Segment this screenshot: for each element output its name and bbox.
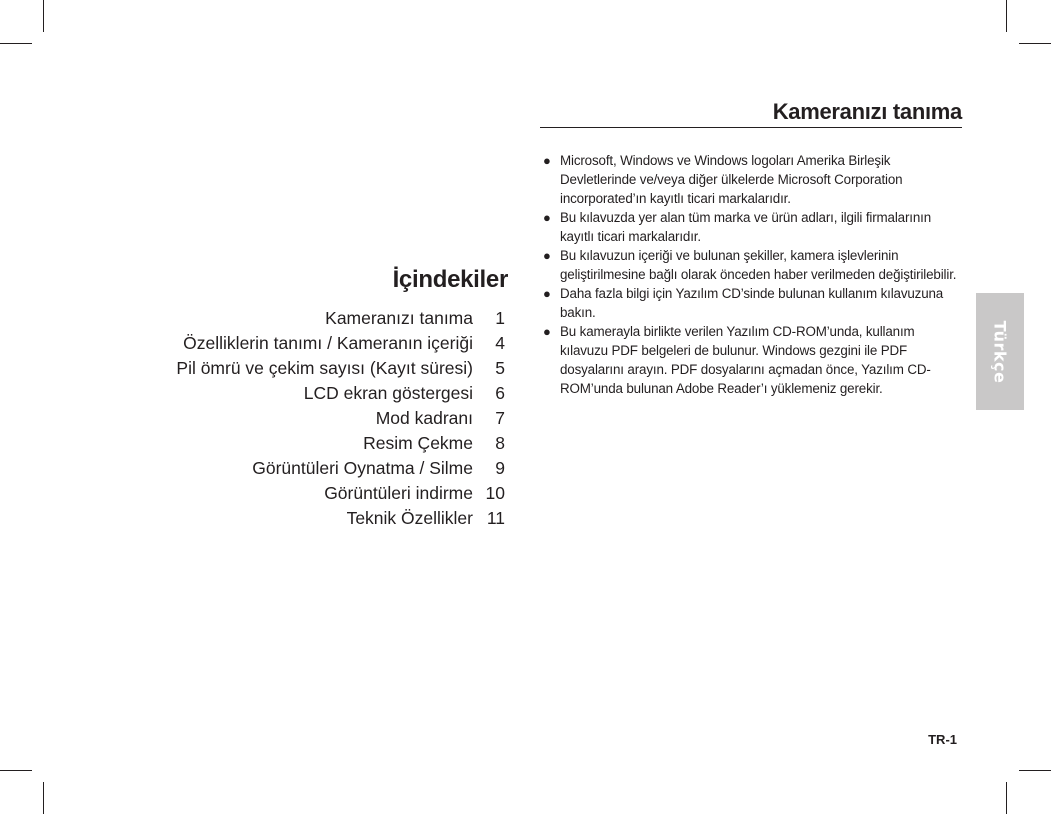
bullet-icon: ● bbox=[543, 153, 551, 168]
toc-entry-page: 6 bbox=[495, 383, 505, 403]
list-item-text: Bu kılavuzda yer alan tüm marka ve ürün adları, ilgili firmalarının kayıtlı ticari markalarıdır. bbox=[560, 210, 932, 244]
notice-list bbox=[540, 151, 962, 398]
crop-mark bbox=[43, 0, 44, 32]
crop-mark bbox=[1019, 43, 1051, 44]
crop-mark bbox=[1019, 770, 1051, 771]
list-item-text: Microsoft, Windows ve Windows logoları Amerika Birleşik Devletlerinde ve/veya diğer ülkelerde Microsoft Corporation incorporated’ın kayıtlı ticari markalarıdır. bbox=[560, 153, 903, 206]
section-title: Kameranızı tanıma bbox=[540, 99, 962, 128]
toc-entry-label: Kameranızı tanıma bbox=[325, 308, 473, 328]
toc-entry[interactable] bbox=[100, 358, 505, 383]
language-tab bbox=[976, 293, 1024, 410]
toc-entry-page: 9 bbox=[495, 458, 505, 478]
toc-entry-page: 10 bbox=[485, 483, 505, 503]
toc-entry-label: Görüntüleri indirme bbox=[324, 483, 473, 503]
toc-entry-label: Mod kadranı bbox=[375, 408, 473, 428]
crop-mark bbox=[1006, 782, 1007, 814]
toc-title: İçindekiler bbox=[392, 266, 508, 293]
toc-entry-label: Özelliklerin tanımı / Kameranın içeriği bbox=[183, 333, 473, 353]
list-item bbox=[540, 208, 962, 246]
language-tab-label: Türkçe bbox=[990, 320, 1010, 383]
toc-entry-page: 5 bbox=[495, 358, 505, 378]
crop-mark bbox=[43, 782, 44, 814]
crop-mark bbox=[1006, 0, 1007, 32]
bullet-icon: ● bbox=[543, 324, 551, 339]
list-item bbox=[540, 284, 962, 322]
toc-entry[interactable] bbox=[100, 483, 505, 508]
bullet-icon: ● bbox=[543, 210, 551, 225]
toc-entry[interactable] bbox=[100, 408, 505, 433]
toc-entry[interactable] bbox=[100, 458, 505, 483]
page-number: TR-1 bbox=[928, 732, 957, 747]
toc-entry[interactable] bbox=[100, 333, 505, 358]
toc-entry-page: 8 bbox=[495, 433, 505, 453]
toc-list bbox=[100, 308, 505, 533]
toc-entry[interactable] bbox=[100, 308, 505, 333]
toc-entry-page: 7 bbox=[495, 408, 505, 428]
toc-entry-label: LCD ekran göstergesi bbox=[303, 383, 473, 403]
bullet-icon: ● bbox=[543, 248, 551, 263]
list-item bbox=[540, 151, 962, 208]
toc-entry[interactable] bbox=[100, 383, 505, 408]
toc-entry[interactable] bbox=[100, 433, 505, 458]
toc-entry[interactable] bbox=[100, 508, 505, 533]
toc-entry-page: 11 bbox=[486, 508, 505, 528]
toc-entry-label: Pil ömrü ve çekim sayısı (Kayıt süresi) bbox=[176, 358, 473, 378]
list-item-text: Bu kamerayla birlikte verilen Yazılım CD-ROM’unda, kullanım kılavuzu PDF belgeleri de bulunur. Windows gezgini ile PDF dosyalarını arayın. PDF dosyalarını açmadan önce, Yazılım CD-ROM’unda bulunan Adobe Reader’ı yüklemeniz gerekir. bbox=[560, 324, 931, 396]
list-item bbox=[540, 246, 962, 284]
toc-entry-page: 1 bbox=[495, 308, 505, 328]
toc-entry-page: 4 bbox=[495, 333, 505, 353]
list-item bbox=[540, 322, 962, 398]
toc-entry-label: Teknik Özellikler bbox=[346, 508, 473, 528]
bullet-icon: ● bbox=[543, 286, 551, 301]
toc-entry-label: Resim Çekme bbox=[363, 433, 473, 453]
list-item-text: Bu kılavuzun içeriği ve bulunan şekiller, kamera işlevlerinin geliştirilmesine bağlı olarak önceden haber verilmeden değiştirilebilir. bbox=[560, 248, 957, 282]
toc-entry-label: Görüntüleri Oynatma / Silme bbox=[252, 458, 473, 478]
list-item-text: Daha fazla bilgi için Yazılım CD’sinde bulunan kullanım kılavuzuna bakın. bbox=[560, 286, 944, 320]
crop-mark bbox=[0, 770, 32, 771]
crop-mark bbox=[0, 43, 32, 44]
